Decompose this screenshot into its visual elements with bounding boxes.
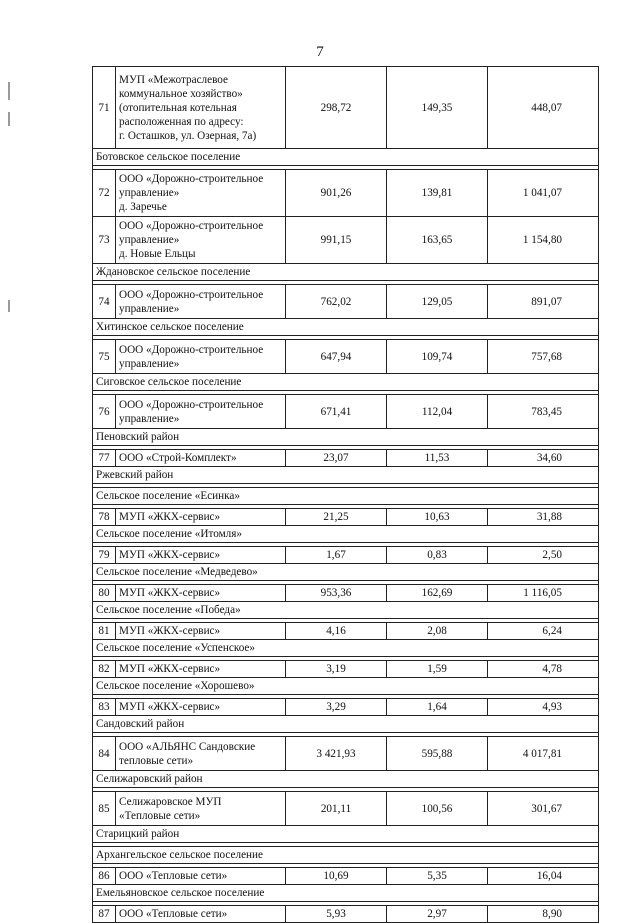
table-row (93, 340, 599, 374)
table-row (93, 395, 599, 429)
organization-name (116, 585, 286, 602)
value-column-3: 757,68 (488, 340, 599, 374)
organization-name (116, 699, 286, 716)
section-title: Емельяновское сельское поселение (93, 885, 599, 902)
page-number: 7 (316, 44, 324, 60)
row-number: 78 (93, 509, 116, 526)
row-number: 73 (93, 217, 116, 264)
table-row (93, 623, 599, 640)
table-row (93, 285, 599, 319)
value-column-3: 31,88 (488, 509, 599, 526)
value-column-2: 595,88 (387, 737, 488, 771)
table-row (93, 170, 599, 217)
table-body (93, 67, 599, 923)
section-title: Пеновский район (93, 429, 599, 446)
row-number: 74 (93, 285, 116, 319)
organization-name-line: расположенная по адресу: (119, 115, 244, 128)
organization-name (116, 623, 286, 640)
organization-name-line: д. Заречье (119, 201, 167, 213)
row-number: 72 (93, 170, 116, 217)
row-number: 86 (93, 868, 116, 885)
section-row (93, 678, 599, 695)
organization-name (116, 67, 286, 149)
value-column-2: 1,59 (387, 661, 488, 678)
organization-name-line: управление» (119, 187, 180, 199)
organization-name (116, 285, 286, 319)
value-column-3: 4,78 (488, 661, 599, 678)
organization-name-line: управление» (119, 357, 180, 370)
value-column-3: 301,67 (488, 792, 599, 826)
value-column-1: 3 421,93 (286, 737, 387, 771)
table-row (93, 699, 599, 716)
value-column-3: 16,04 (488, 868, 599, 885)
value-column-1: 901,26 (286, 170, 387, 217)
row-number: 75 (93, 340, 116, 374)
value-column-2: 10,63 (387, 509, 488, 526)
section-title: Селижаровский район (93, 771, 599, 788)
value-column-3: 34,60 (488, 450, 599, 467)
value-column-3: 1 116,05 (488, 585, 599, 602)
value-column-1: 23,07 (286, 450, 387, 467)
value-column-1: 647,94 (286, 340, 387, 374)
row-number: 79 (93, 547, 116, 564)
organization-name-line: г. Осташков, ул. Озерная, 7а) (119, 129, 257, 142)
tariff-table (92, 66, 599, 923)
table-row (93, 585, 599, 602)
section-title: Сельское поселение «Победа» (93, 602, 599, 619)
section-row (93, 264, 599, 281)
value-column-2: 139,81 (387, 170, 488, 217)
organization-name (116, 868, 286, 885)
organization-name-line: МУП «ЖКХ-сервис» (119, 663, 221, 675)
scan-margin-mark (8, 112, 10, 126)
section-title: Ржевский район (93, 467, 599, 484)
row-number: 71 (93, 67, 116, 149)
organization-name-line: (отопительная котельная (119, 101, 237, 114)
table-row (93, 868, 599, 885)
value-column-3: 4 017,81 (488, 737, 599, 771)
organization-name-line: МУП «ЖКХ-сервис» (119, 625, 221, 637)
organization-name-line: МУП «ЖКХ-сервис» (119, 587, 221, 599)
organization-name (116, 340, 286, 374)
value-column-2: 129,05 (387, 285, 488, 319)
section-row (93, 149, 599, 166)
row-number: 80 (93, 585, 116, 602)
table-row (93, 509, 599, 526)
value-column-1: 762,02 (286, 285, 387, 319)
organization-name-line: МУП «ЖКХ-сервис» (119, 549, 221, 561)
row-number: 82 (93, 661, 116, 678)
table-row (93, 547, 599, 564)
value-column-1: 5,93 (286, 906, 387, 923)
organization-name-line: МУП «Межотраслевое (119, 73, 229, 86)
table-row (93, 450, 599, 467)
scan-margin-mark (8, 300, 10, 312)
section-title: Ждановское сельское поселение (93, 264, 599, 281)
section-title: Сельское поселение «Есинка» (93, 488, 599, 505)
section-row (93, 564, 599, 581)
section-row (93, 467, 599, 484)
value-column-3: 1 154,80 (488, 217, 599, 264)
organization-name (116, 170, 286, 217)
organization-name (116, 217, 286, 264)
section-title: Сандовский район (93, 716, 599, 733)
section-title: Сельское поселение «Медведево» (93, 564, 599, 581)
value-column-3: 448,07 (488, 67, 599, 149)
organization-name (116, 395, 286, 429)
value-column-2: 1,64 (387, 699, 488, 716)
section-title: Хитинское сельское поселение (93, 319, 599, 336)
organization-name-line: д. Новые Ельцы (119, 248, 196, 260)
value-column-1: 21,25 (286, 509, 387, 526)
organization-name-line: ООО «Тепловые сети» (119, 908, 228, 920)
value-column-1: 4,16 (286, 623, 387, 640)
value-column-3: 783,45 (488, 395, 599, 429)
section-title: Ботовское сельское поселение (93, 149, 599, 166)
organization-name-line: ООО «Строй-Комплект» (119, 452, 237, 464)
value-column-2: 109,74 (387, 340, 488, 374)
section-row (93, 488, 599, 505)
table-row (93, 661, 599, 678)
value-column-1: 953,36 (286, 585, 387, 602)
organization-name (116, 450, 286, 467)
organization-name (116, 661, 286, 678)
value-column-2: 149,35 (387, 67, 488, 149)
organization-name-line: ООО «Дорожно-строительное (119, 398, 264, 411)
section-title: Сиговское сельское поселение (93, 374, 599, 391)
section-row (93, 526, 599, 543)
value-column-2: 2,97 (387, 906, 488, 923)
table-row (93, 217, 599, 264)
value-column-1: 201,11 (286, 792, 387, 826)
section-title: Сельское поселение «Хорошево» (93, 678, 599, 695)
table-row (93, 67, 599, 149)
organization-name-line: «Тепловые сети» (119, 809, 201, 822)
value-column-2: 11,53 (387, 450, 488, 467)
value-column-2: 163,65 (387, 217, 488, 264)
organization-name (116, 509, 286, 526)
table-row (93, 792, 599, 826)
organization-name-line: МУП «ЖКХ-сервис» (119, 701, 221, 713)
organization-name (116, 792, 286, 826)
value-column-3: 4,93 (488, 699, 599, 716)
value-column-1: 1,67 (286, 547, 387, 564)
value-column-1: 10,69 (286, 868, 387, 885)
row-number: 83 (93, 699, 116, 716)
value-column-3: 6,24 (488, 623, 599, 640)
organization-name-line: МУП «ЖКХ-сервис» (119, 511, 221, 523)
value-column-1: 3,19 (286, 661, 387, 678)
organization-name-line: ООО «Дорожно-строительное (119, 288, 264, 301)
organization-name-line: управление» (119, 412, 180, 425)
value-column-2: 2,08 (387, 623, 488, 640)
organization-name (116, 906, 286, 923)
organization-name-line: ООО «Дорожно-строительное (119, 343, 264, 356)
value-column-2: 112,04 (387, 395, 488, 429)
organization-name-line: ООО «Тепловые сети» (119, 870, 228, 882)
organization-name (116, 547, 286, 564)
section-row (93, 716, 599, 733)
section-row (93, 640, 599, 657)
organization-name-line: управление» (119, 302, 180, 315)
section-row (93, 319, 599, 336)
organization-name-line: управление» (119, 234, 180, 246)
organization-name-line: ООО «Дорожно-строительное (119, 173, 264, 185)
organization-name-line: тепловые сети» (119, 754, 194, 767)
section-row (93, 429, 599, 446)
value-column-1: 991,15 (286, 217, 387, 264)
row-number: 87 (93, 906, 116, 923)
section-title: Сельское поселение «Успенское» (93, 640, 599, 657)
value-column-3: 1 041,07 (488, 170, 599, 217)
value-column-3: 891,07 (488, 285, 599, 319)
value-column-2: 0,83 (387, 547, 488, 564)
value-column-2: 5,35 (387, 868, 488, 885)
section-title: Старицкий район (93, 826, 599, 843)
scan-margin-mark (8, 82, 10, 100)
section-row (93, 826, 599, 843)
section-title: Архангельское сельское поселение (93, 847, 599, 864)
value-column-2: 100,56 (387, 792, 488, 826)
section-title: Сельское поселение «Итомля» (93, 526, 599, 543)
organization-name-line: Селижаровское МУП (119, 795, 222, 808)
section-row (93, 771, 599, 788)
section-row (93, 847, 599, 864)
row-number: 77 (93, 450, 116, 467)
value-column-3: 2,50 (488, 547, 599, 564)
organization-name-line: ООО «АЛЬЯНС Сандовские (119, 740, 256, 753)
value-column-2: 162,69 (387, 585, 488, 602)
value-column-1: 298,72 (286, 67, 387, 149)
value-column-1: 671,41 (286, 395, 387, 429)
section-row (93, 602, 599, 619)
row-number: 76 (93, 395, 116, 429)
section-row (93, 374, 599, 391)
value-column-1: 3,29 (286, 699, 387, 716)
table-row (93, 906, 599, 923)
organization-name-line: ООО «Дорожно-строительное (119, 220, 264, 232)
table-row (93, 737, 599, 771)
row-number: 85 (93, 792, 116, 826)
organization-name-line: коммунальное хозяйство» (119, 87, 243, 100)
value-column-3: 8,90 (488, 906, 599, 923)
row-number: 81 (93, 623, 116, 640)
row-number: 84 (93, 737, 116, 771)
organization-name (116, 737, 286, 771)
section-row (93, 885, 599, 902)
